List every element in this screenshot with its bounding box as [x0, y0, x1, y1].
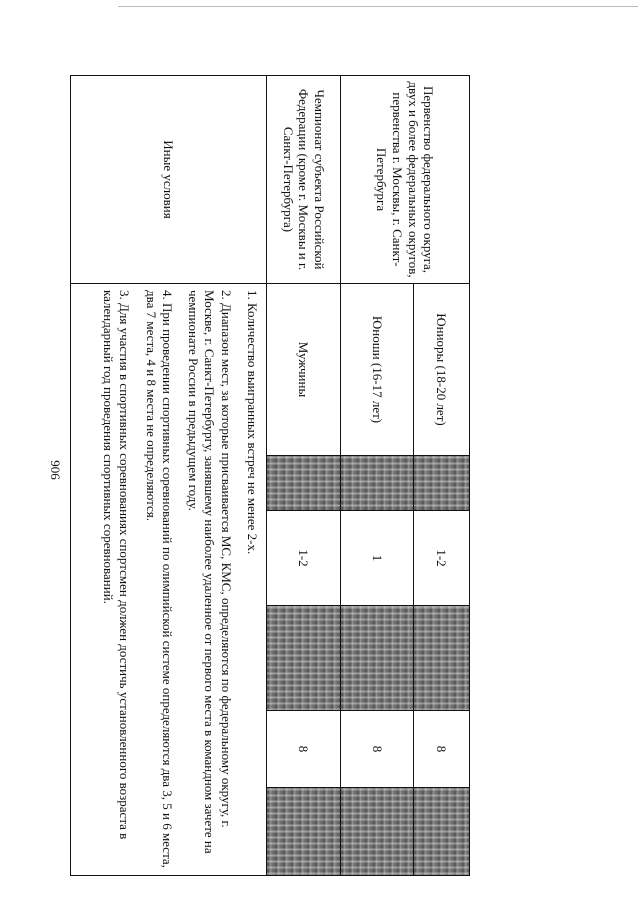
- value-cell: [414, 711, 470, 788]
- competition-name: Первенство федерального округа, двух и более федеральных округов, первенства г. Москвы, г. Санкт-Петербурга: [374, 81, 437, 278]
- value-number: 8: [369, 745, 385, 753]
- shaded-cell: [414, 606, 470, 711]
- value-cell: [341, 711, 414, 788]
- shaded-cell: [341, 606, 414, 711]
- place-value: 1-2: [296, 549, 312, 567]
- value-number: 8: [434, 745, 450, 753]
- other-conditions-label-cell: [71, 76, 267, 284]
- place-value: 1: [369, 554, 385, 562]
- shaded-cell: [267, 606, 341, 711]
- place-cell: [414, 511, 470, 606]
- age-group-cell: [341, 284, 414, 456]
- age-group-cell: [414, 284, 470, 456]
- rotated-document: [70, 75, 470, 875]
- other-conditions-label: Иные условия: [161, 140, 177, 219]
- competition-cell: [267, 76, 341, 284]
- table-row: [71, 76, 267, 876]
- top-rule: [118, 6, 638, 7]
- table-row: [414, 76, 470, 876]
- table-row: [267, 76, 341, 876]
- page-number: [45, 450, 65, 490]
- other-conditions-cell: [71, 284, 267, 876]
- condition-item: 4. При проведении спортивных соревнований по олимпийской системе определяются два 3, 5 и 6 места, два 7 места, 4 и 8 места не определяются.: [143, 290, 175, 868]
- condition-item: 3. Для участия в спортивных соревнованиях спортсмен должен достичь установленного возраста в календарный год проведения спортивных соревнований.: [101, 290, 133, 840]
- shaded-cell: [267, 456, 341, 511]
- shaded-cell: [414, 456, 470, 511]
- shaded-cell: [414, 788, 470, 876]
- qualification-table: [70, 75, 470, 876]
- value-number: 8: [296, 745, 312, 753]
- place-cell: [267, 511, 341, 606]
- value-cell: [267, 711, 341, 788]
- age-group-label: Юноши (16-17 лет): [369, 315, 385, 424]
- competition-name: Чемпионат субъекта Российской Федерации (кроме г. Москвы и г. Санкт-Петербурга): [280, 88, 327, 271]
- rotated-table-wrapper: [70, 75, 470, 875]
- page-number-text: 906: [48, 460, 63, 480]
- place-cell: [341, 511, 414, 606]
- competition-cell: [341, 76, 470, 284]
- age-group-label: Юниоры (18-20 лет): [434, 313, 450, 426]
- condition-item: 1. Количество выигранных встреч не менее 2-х.: [245, 290, 260, 555]
- shaded-cell: [341, 456, 414, 511]
- place-value: 1-2: [434, 549, 450, 567]
- shaded-cell: [341, 788, 414, 876]
- shaded-cell: [267, 788, 341, 876]
- age-group-label: Мужчины: [296, 341, 312, 398]
- condition-item: 2. Диапазон мест, за которые присваивается МС, КМС, определяются по федеральному округу, г. Москве, г. Санкт-Петербургу, занявшему наиболее удаленное от первого места в командном зачете на чемпионате России в предыдущем году.: [186, 290, 234, 854]
- age-group-cell: [267, 284, 341, 456]
